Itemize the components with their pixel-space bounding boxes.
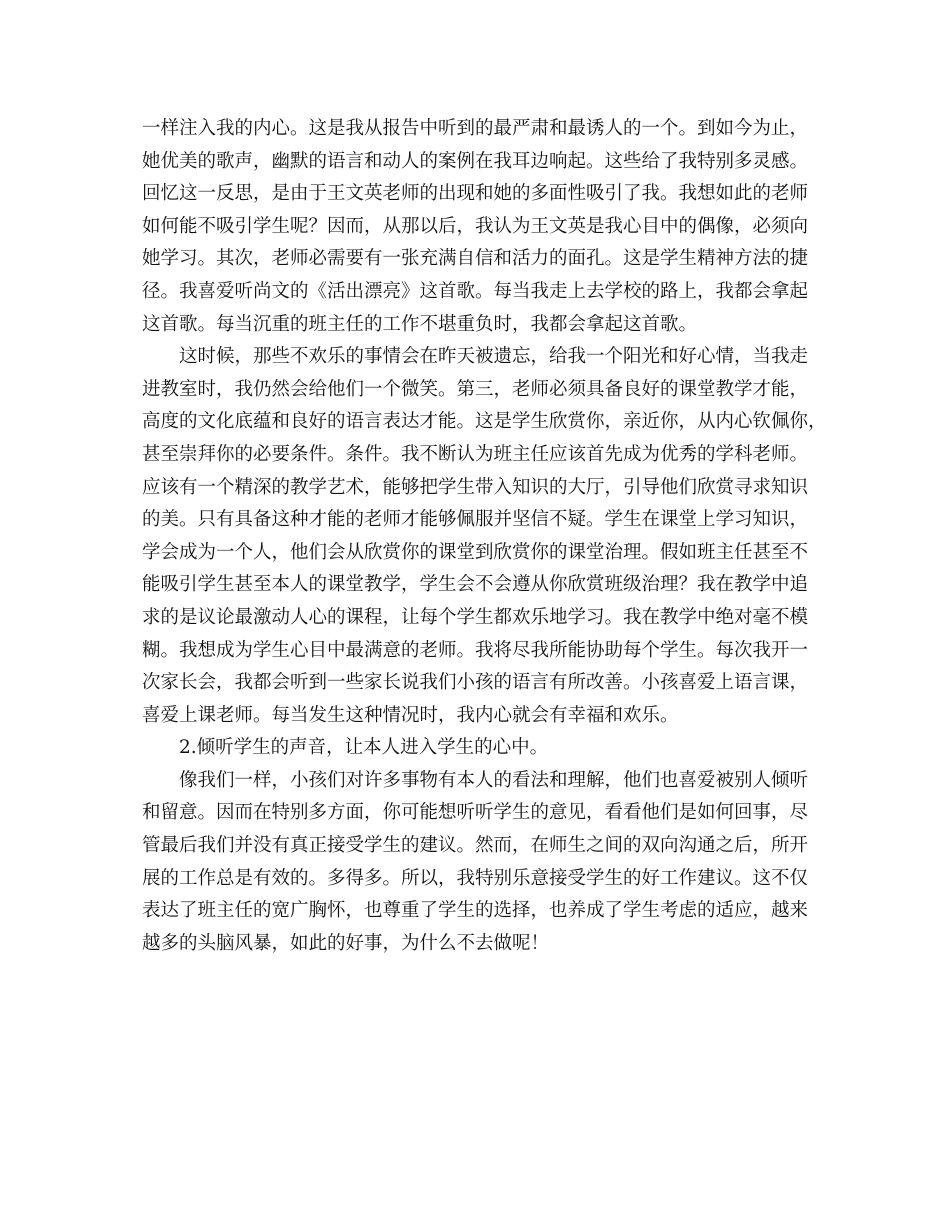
- text-line: 应该有一个精深的教学艺术，能够把学生带入知识的大厅，引导他们欣赏寻求知识: [142, 476, 809, 498]
- text-line: 管最后我们并没有真正接受学生的建议。然而，在师生之间的双向沟通之后，所开: [142, 835, 809, 857]
- text-line: 径。我喜爱听尚文的《活出漂亮》这首歌。每当我走上去学校的路上，我都会拿起: [142, 280, 809, 302]
- text-line: 一样注入我的内心。这是我从报告中听到的最严肃和最诱人的一个。到如今为止，: [142, 118, 809, 139]
- text-line: 求的是议论最激动人心的课程，让每个学生都欢乐地学习。我在教学中绝对毫不模: [142, 606, 809, 628]
- text-line: 次家长会，我都会听到一些家长说我们小孩的语言有所改善。小孩喜爱上语言课，: [142, 672, 809, 694]
- text-line: 如何能不吸引学生呢？因而，从那以后，我认为王文英是我心目中的偶像，必须向: [142, 215, 809, 237]
- text-line: 喜爱上课老师。每当发生这种情况时，我内心就会有幸福和欢乐。: [142, 704, 679, 726]
- text-line: 甚至崇拜你的必要条件。条件。我不断认为班主任应该首先成为优秀的学科老师。: [142, 443, 809, 465]
- text-line: 表达了班主任的宽广胸怀，也尊重了学生的选择，也养成了学生考虑的适应，越来: [142, 900, 809, 922]
- text-line: 展的工作总是有效的。多得多。所以，我特别乐意接受学生的好工作建议。这不仅: [142, 867, 809, 889]
- text-line: 高度的文化底蕴和良好的语言表达才能。这是学生欣赏你，亲近你，从内心钦佩你，: [142, 411, 827, 433]
- text-line: 进教室时，我仍然会给他们一个微笑。第三，老师必须具备良好的课堂教学才能，: [142, 378, 809, 400]
- text-line: 像我们一样，小孩们对许多事物有本人的看法和理解，他们也喜爱被别人倾听: [179, 769, 809, 791]
- text-line: 2.倾听学生的声音，让本人进入学生的心中。: [179, 737, 549, 759]
- text-line: 能吸引学生甚至本人的课堂教学，学生会不会遵从你欣赏班级治理？我在教学中追: [142, 574, 809, 596]
- document-body: [142, 113, 827, 960]
- text-line: 这首歌。每当沉重的班主任的工作不堪重负时，我都会拿起这首歌。: [142, 313, 698, 335]
- text-line: 这时候，那些不欢乐的事情会在昨天被遗忘，给我一个阳光和好心情，当我走: [179, 346, 809, 368]
- text-line: 和留意。因而在特别多方面，你可能想听听学生的意见，看看他们是如何回事，尽: [142, 802, 809, 824]
- text-line: 她优美的歌声，幽默的语言和动人的案例在我耳边响起。这些给了我特别多灵感。: [142, 150, 809, 172]
- text-line: 糊。我想成为学生心目中最满意的老师。我将尽我所能协助每个学生。每次我开一: [142, 639, 809, 661]
- text-line: 她学习。其次，老师必需要有一张充满自信和活力的面孔。这是学生精神方法的捷: [142, 248, 809, 270]
- text-line: 回忆这一反思，是由于王文英老师的出现和她的多面性吸引了我。我想如此的老师: [142, 183, 809, 205]
- text-line: 越多的头脑风暴，如此的好事，为什么不去做呢！: [142, 932, 550, 954]
- text-line: 的美。只有具备这种才能的老师才能够佩服并坚信不疑。学生在课堂上学习知识，: [142, 509, 809, 531]
- text-line: 学会成为一个人，他们会从欣赏你的课堂到欣赏你的课堂治理。假如班主任甚至不: [142, 541, 809, 563]
